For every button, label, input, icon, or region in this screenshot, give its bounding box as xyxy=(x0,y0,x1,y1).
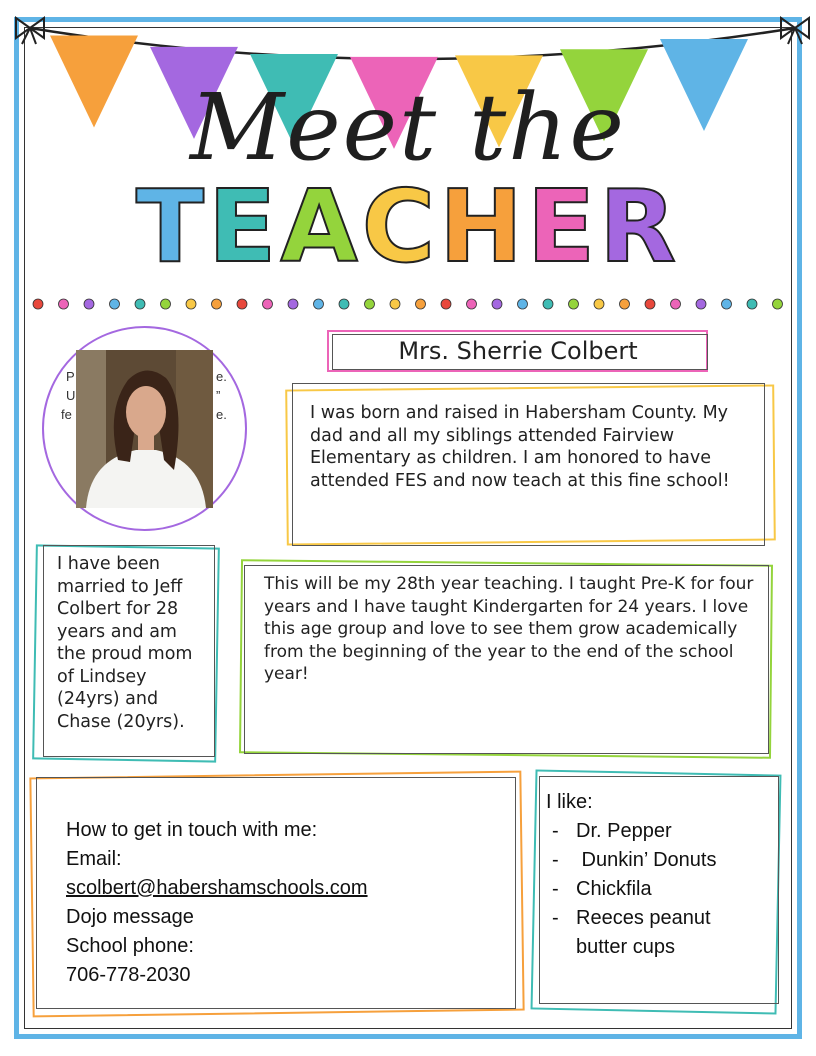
dojo-message: Dojo message xyxy=(66,906,194,928)
likes-heading: I like: xyxy=(546,791,593,813)
photo-caption-fragment: e. xyxy=(216,407,227,422)
divider-dot xyxy=(620,299,630,309)
title-letter: H xyxy=(439,168,527,285)
family-line: Colbert for 28 xyxy=(57,599,179,619)
bow-right-icon xyxy=(781,18,809,44)
title-letter: A xyxy=(280,168,362,285)
title-letter: E xyxy=(526,168,600,285)
likes-section xyxy=(546,788,761,962)
photo-caption-fragment: U xyxy=(66,388,76,403)
likes-item: - Reeces peanut butter cups xyxy=(546,904,761,962)
title-teacher xyxy=(40,168,776,285)
divider-dot xyxy=(722,299,732,309)
family-line: (24yrs) and xyxy=(57,689,159,709)
divider-dot xyxy=(569,299,579,309)
divider-dot xyxy=(773,299,783,309)
likes-item: - Dr. Pepper xyxy=(546,817,761,846)
photo-caption-fragment: e. xyxy=(216,369,227,384)
divider-dot xyxy=(696,299,706,309)
contact-section xyxy=(66,816,506,990)
family-line: of Lindsey xyxy=(57,666,147,687)
divider-dot xyxy=(314,299,324,309)
divider-dot xyxy=(33,299,43,309)
email-label: Email: xyxy=(66,848,122,870)
phone-number: 706-778-2030 xyxy=(66,964,191,986)
teacher-name: Mrs. Sherrie Colbert xyxy=(398,337,638,365)
divider-dot xyxy=(161,299,171,309)
title-letter: T xyxy=(135,168,209,285)
divider-dot xyxy=(59,299,69,309)
divider-dot xyxy=(288,299,298,309)
teacher-photo xyxy=(76,350,213,508)
bio-background-text: I was born and raised in Habersham County. My dad and all my siblings attended Fairview Elementary as children. I am honored to have attended FES and now teach at this fine school! xyxy=(310,403,730,491)
title-meet-the: Meet the xyxy=(190,74,626,181)
bio-teaching-text: This will be my 28th year teaching. I taught Pre-K for four years and I have taught Kindergarten for 24 years. I love this age group and love to see them grow academically from the beginning of the year to the end of the school year! xyxy=(264,574,754,684)
likes-item: - Dunkin’ Donuts xyxy=(546,846,761,875)
divider-dot xyxy=(365,299,375,309)
divider-dot xyxy=(747,299,757,309)
divider-dot xyxy=(237,299,247,309)
divider-dot xyxy=(186,299,196,309)
divider-dot xyxy=(110,299,120,309)
bow-left-icon xyxy=(16,18,44,44)
divider-dot xyxy=(492,299,502,309)
dot-divider xyxy=(0,294,816,314)
title-letter: E xyxy=(208,168,281,285)
family-line: married to Jeff xyxy=(57,576,183,597)
divider-dot xyxy=(339,299,349,309)
divider-dot xyxy=(467,299,477,309)
divider-dot xyxy=(518,299,528,309)
family-line: years and am xyxy=(57,621,177,642)
title-letter: C xyxy=(361,168,440,285)
likes-list xyxy=(546,817,761,962)
divider-dot xyxy=(441,299,451,309)
photo-caption-fragment: fe xyxy=(61,407,72,422)
divider-dot xyxy=(212,299,222,309)
likes-item: - Chickfila xyxy=(546,875,761,904)
divider-dot xyxy=(671,299,681,309)
photo-caption-fragment: P xyxy=(66,369,75,384)
divider-dot xyxy=(594,299,604,309)
title-letter: R xyxy=(599,168,681,285)
email-link[interactable]: scolbert@habershamschools.com xyxy=(66,877,368,899)
family-line: Chase (20yrs). xyxy=(57,711,185,732)
photo-caption-fragment: ” xyxy=(216,388,221,403)
family-line: the proud mom xyxy=(57,644,193,664)
divider-dot xyxy=(135,299,145,309)
family-line: I have been xyxy=(57,554,160,574)
contact-heading: How to get in touch with me: xyxy=(66,819,318,841)
divider-dot xyxy=(543,299,553,309)
divider-dot xyxy=(84,299,94,309)
divider-dot xyxy=(390,299,400,309)
divider-dot xyxy=(645,299,655,309)
divider-dot xyxy=(416,299,426,309)
phone-label: School phone: xyxy=(66,935,194,957)
bio-family-text xyxy=(57,553,217,733)
divider-dot xyxy=(263,299,273,309)
